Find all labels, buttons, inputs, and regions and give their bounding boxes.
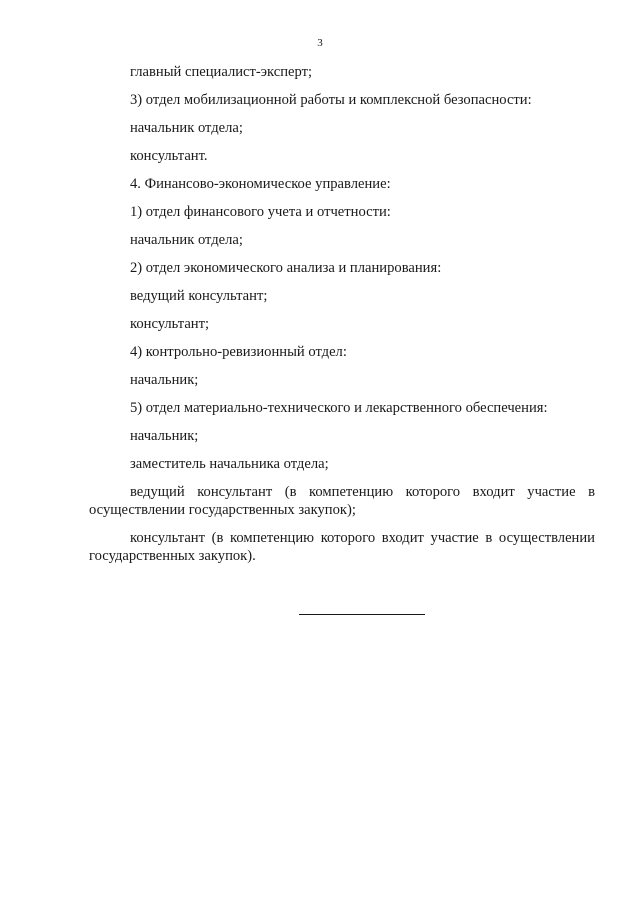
list-item: консультант. [130,148,208,164]
list-item: главный специалист-эксперт; [130,64,313,80]
list-item: консультант; [130,316,210,332]
list-item: начальник отдела; [130,120,243,136]
end-separator-line [299,614,425,615]
list-item: начальник; [130,372,199,388]
section-heading: 4) контрольно-ревизионный отдел: [130,344,347,360]
section-heading: 5) отдел материально-технического и лекарственного обеспечения: [130,400,548,416]
section-heading: 1) отдел финансового учета и отчетности: [130,204,391,220]
section-heading: 3) отдел мобилизационной работы и комплексной безопасности: [130,92,532,108]
list-item: ведущий консультант; [130,288,268,304]
list-item: консультант (в компетенцию которого входит участие в осуществлении государственных закупок). [89,530,595,564]
page-number: 3 [317,37,323,49]
section-heading: 4. Финансово-экономическое управление: [130,176,391,192]
section-heading: 2) отдел экономического анализа и планирования: [130,260,442,276]
document-body [89,63,595,575]
list-item: начальник отдела; [130,232,243,248]
list-item: начальник; [130,428,199,444]
list-item: ведущий консультант (в компетенцию которого входит участие в осуществлении государственных закупок); [89,484,595,518]
list-item: заместитель начальника отдела; [130,456,329,472]
